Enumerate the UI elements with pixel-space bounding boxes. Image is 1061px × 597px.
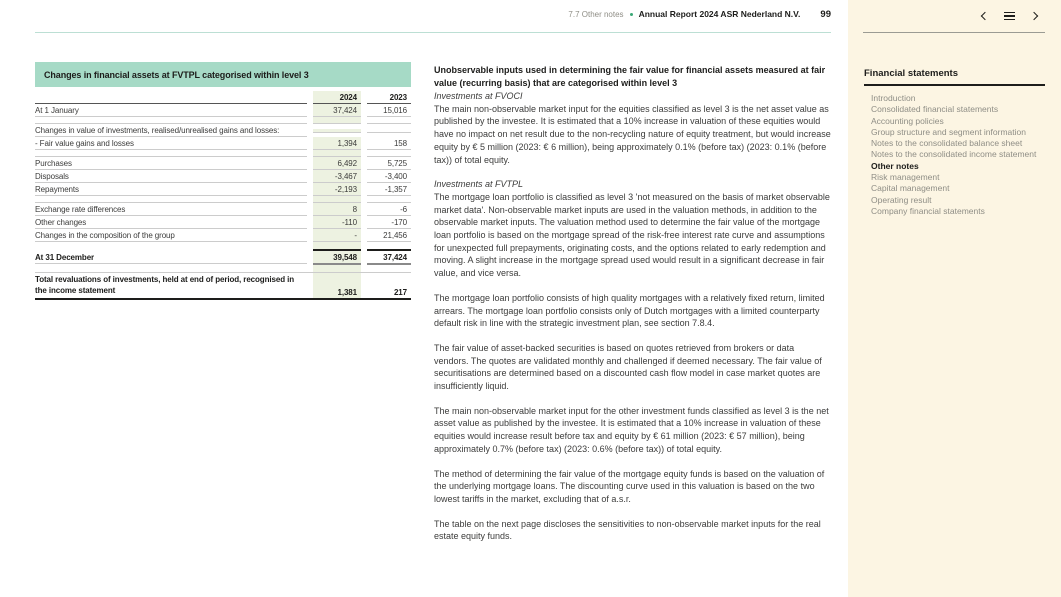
cell-2023: 217 <box>393 288 407 297</box>
article-paragraph: The method of determining the fair value of the mortgage equity funds is based on the valuation of the underlying mortgage loans. The discounting curve used in this valuation is based on the two lowest tariffs in the market, excluding that of a.s.r. <box>434 468 825 504</box>
row-label: Purchases <box>35 157 307 170</box>
table-spacer-row <box>35 117 411 124</box>
table-row <box>35 203 411 216</box>
previous-page-icon[interactable] <box>981 12 989 20</box>
row-label: Exchange rate differences <box>35 203 307 216</box>
cell-2023: -6 <box>367 203 411 216</box>
article-paragraph: The mortgage loan portfolio consists of high quality mortgages with a relatively fixed return, limited arrears. The mortgage loan portfolio consists only of Dutch mortgages with a limited counterparty default risk in line with the strategic investment plan, see section 7.8.4. <box>434 292 825 329</box>
row-label: At 31 December <box>35 251 307 264</box>
cell-2023: 5,725 <box>367 157 411 170</box>
top-divider <box>35 32 831 33</box>
sidebar-item-operating-result[interactable]: Operating result <box>871 194 932 205</box>
table-spacer-row <box>35 196 411 203</box>
table-column-header-row <box>35 91 411 104</box>
cell-2024: -2,193 <box>313 183 361 196</box>
table-body <box>35 104 411 300</box>
article <box>434 64 831 555</box>
article-paragraph: The fair value of asset-backed securities is based on quotes retrieved from brokers or data vendors. The quotes are validated monthly and challenged if deemed necessary. The fair value of securitisations are determined based on a discounted cash flow model in case market quotes are insufficiently liquid. <box>434 342 822 392</box>
sidebar-nav-list <box>871 93 1051 217</box>
sidebar-divider <box>863 32 1045 33</box>
column-header-2023: 2023 <box>367 91 411 104</box>
sidebar-item-consolidated-financial-statements[interactable]: Consolidated financial statements <box>871 104 999 115</box>
cell-2024: -3,467 <box>313 170 361 183</box>
sidebar-item-other-notes[interactable]: Other notes <box>871 160 919 171</box>
sidebar-item-introduction[interactable]: Introduction <box>871 93 916 103</box>
table-spacer-row <box>35 242 411 249</box>
cell-2023 <box>367 129 411 133</box>
article-heading: Unobservable inputs used in determining the fair value for financial assets measured at fair value (recurring basis) that are categorised within level 3 <box>434 65 826 88</box>
article-subheading: Investments at FVTPL <box>434 179 524 190</box>
sidebar-item-company-financial-statements[interactable]: Company financial statements <box>871 205 985 216</box>
cell-2023: 158 <box>367 137 411 150</box>
row-label: Total revaluations of investments, held at end of period, recognised in the income statement <box>35 275 295 295</box>
sidebar-item-notes-to-the-consolidated-income-statement[interactable]: Notes to the consolidated income statement <box>871 149 1037 160</box>
page-number: 99 <box>820 9 831 20</box>
table-row <box>35 104 411 117</box>
cell-2024: 1,381 <box>313 273 361 298</box>
sidebar-nav-icons <box>982 10 1037 22</box>
row-label: Other changes <box>35 216 307 229</box>
breadcrumb-section: 7.7 Other notes <box>568 10 624 19</box>
article-sections <box>434 90 831 543</box>
sidebar-item-accounting-policies[interactable]: Accounting policies <box>871 115 944 126</box>
article-paragraph: The mortgage loan portfolio is classified as level 3 'not measured on the basis of market observable market data'. Non-observable market inputs are used in the valuation methods, in addition to the observable market inputs. The valuation method used to determine the fair value of the mortgage loan portfolio is based on the mortgage spread of the risk-free interest rate curve and assumptions for unexpected full prepayments, originating costs, and the options related to early redemption and moving. A slight increase in the mortgage spread used would result in a significant decrease in fair value, and vice versa. <box>434 191 830 279</box>
cell-2024: 8 <box>313 203 361 216</box>
next-page-icon[interactable] <box>1030 12 1038 20</box>
table-row <box>35 229 411 242</box>
row-label: - Fair value gains and losses <box>35 137 307 150</box>
table-row <box>35 249 411 265</box>
cell-2023: -1,357 <box>367 183 411 196</box>
accent-dot-icon <box>630 13 633 16</box>
table-row <box>35 216 411 229</box>
report-title: Annual Report 2024 ASR Nederland N.V. <box>638 9 801 19</box>
table-row <box>35 272 411 300</box>
sidebar-item-notes-to-the-consolidated-balance-sheet[interactable]: Notes to the consolidated balance sheet <box>871 138 1023 149</box>
table-row <box>35 137 411 150</box>
cell-2023: 37,424 <box>367 249 411 265</box>
sidebar-item-capital-management[interactable]: Capital management <box>871 183 950 194</box>
row-label: Changes in value of investments, realised/unrealised gains and losses: <box>35 124 307 137</box>
cell-2023: -170 <box>367 216 411 229</box>
sidebar <box>848 0 1061 597</box>
cell-2024: - <box>313 229 361 242</box>
table-row <box>35 124 411 137</box>
top-bar <box>434 9 831 20</box>
sidebar-item-group-structure-and-segment-information[interactable]: Group structure and segment information <box>871 126 1026 137</box>
cell-2024: 37,424 <box>313 104 361 117</box>
row-label: At 1 January <box>35 104 307 117</box>
cell-2024: -110 <box>313 216 361 229</box>
cell-2023: -3,400 <box>367 170 411 183</box>
table-row <box>35 170 411 183</box>
cell-2024: 1,394 <box>313 137 361 150</box>
menu-icon[interactable] <box>1004 12 1015 20</box>
article-subheading: Investments at FVOCI <box>434 91 523 101</box>
article-paragraph: The main non-observable market input for the other investment funds classified as level 3 is the net asset value as published by the investee. It is estimated that a 10% increase in valuation of these equities would increase result before tax and equity by € 61 million (2023: € 57 million), being approximately 0.7% (before tax) (2023: 0.6% (before tax)) of total equity. <box>434 405 829 454</box>
cell-2024: 39,548 <box>313 249 361 265</box>
cell-2023: 15,016 <box>367 104 411 117</box>
article-paragraph: The main non-observable market input for the equities classified as level 3 is the net asset value as published by the investee. It is estimated that a 10% increase in valuation of these equities would have no impact on net result due to the non-recycling nature of equity treatment, but would increase equity by € 5 million (2023: € 6 million), being approximately 0.1% (before tax) (2023: 0.1% (before tax)) of total equity. <box>434 103 831 165</box>
table-spacer-row <box>35 265 411 272</box>
cell-2024: 6,492 <box>313 157 361 170</box>
row-label: Changes in the composition of the group <box>35 229 307 242</box>
table-spacer-row <box>35 150 411 157</box>
sidebar-title: Financial statements <box>864 68 1045 86</box>
sidebar-item-risk-management[interactable]: Risk management <box>871 172 940 183</box>
column-header-2024: 2024 <box>313 91 361 104</box>
fvtpl-changes-table <box>35 62 411 300</box>
table-row <box>35 183 411 196</box>
table-title: Changes in financial assets at FVTPL categorised within level 3 <box>35 62 411 87</box>
cell-2024 <box>313 129 361 133</box>
article-paragraph: The table on the next page discloses the sensitivities to non-observable market inputs for the real estate equity funds. <box>434 518 821 542</box>
row-label: Disposals <box>35 170 307 183</box>
row-label: Repayments <box>35 183 307 196</box>
table-row <box>35 157 411 170</box>
cell-2023: 21,456 <box>367 229 411 242</box>
